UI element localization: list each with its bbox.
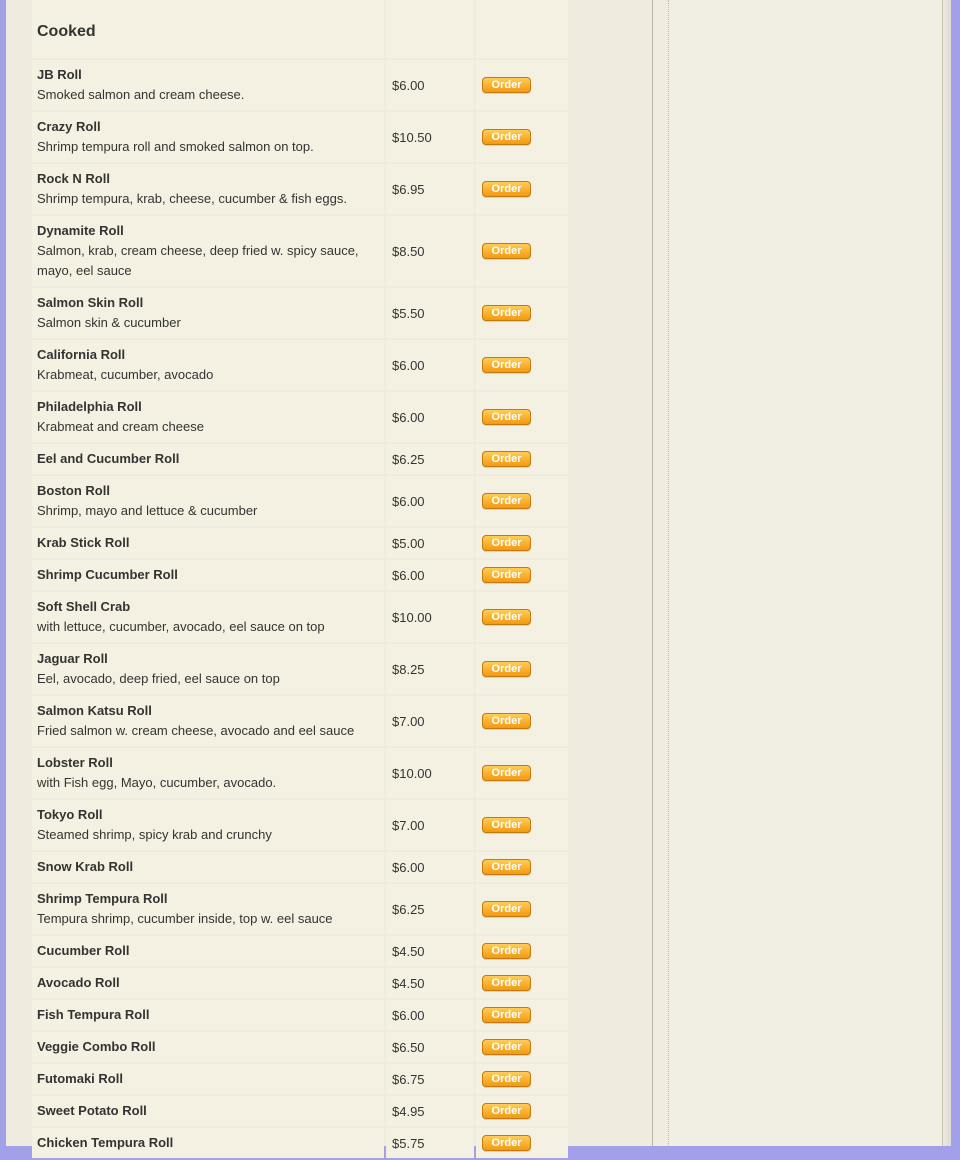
order-button-cell [476,592,568,642]
sidebar-column [669,0,942,1146]
order-button[interactable]: Order [482,1103,531,1119]
item-price: $6.25 [386,884,474,934]
header-price-cell [386,0,474,58]
order-button[interactable]: Order [482,943,531,959]
order-button-cell [476,444,568,474]
menu-item-row [32,644,568,694]
order-button[interactable]: Order [482,129,531,145]
item-name-cell [32,644,384,694]
item-name: Salmon Katsu Roll [37,703,152,718]
order-button-cell [476,164,568,214]
order-button[interactable]: Order [482,493,531,509]
item-name-cell [32,800,384,850]
order-button[interactable]: Order [482,661,531,677]
order-button-cell [476,748,568,798]
item-name: JB Roll [37,67,82,82]
menu-item-row [32,1064,568,1094]
item-name: Chicken Tempura Roll [37,1135,174,1150]
main-column [6,0,652,1151]
menu-item-row [32,592,568,642]
order-button-cell [476,112,568,162]
item-name: Shrimp Cucumber Roll [37,567,178,582]
item-name-cell [32,112,384,162]
menu-item-row [32,968,568,998]
order-button[interactable]: Order [482,243,531,259]
order-button-cell [476,1128,568,1158]
menu-item-row [32,476,568,526]
header-order-cell [476,0,568,58]
item-name: Futomaki Roll [37,1071,123,1086]
menu-item-row [32,696,568,746]
item-name: Boston Roll [37,483,110,498]
item-name: Sweet Potato Roll [37,1103,147,1118]
order-button-cell [476,560,568,590]
item-name-cell [32,288,384,338]
item-name: Tokyo Roll [37,807,103,822]
item-name-cell [32,392,384,442]
item-description: Shrimp tempura roll and smoked salmon on top. [37,139,314,154]
item-description: Krabmeat, cucumber, avocado [37,367,214,382]
item-name-cell [32,1000,384,1030]
order-button[interactable]: Order [482,77,531,93]
order-button[interactable]: Order [482,567,531,583]
item-price: $5.50 [386,288,474,338]
order-button[interactable]: Order [482,357,531,373]
item-price: $6.00 [386,60,474,110]
item-name: Dynamite Roll [37,223,124,238]
order-button-cell [476,1032,568,1062]
item-description: Tempura shrimp, cucumber inside, top w. eel sauce [37,911,333,926]
order-button-cell [476,288,568,338]
order-button-cell [476,528,568,558]
order-button[interactable]: Order [482,305,531,321]
menu-item-row [32,1000,568,1030]
item-price: $6.00 [386,340,474,390]
order-button[interactable]: Order [482,901,531,917]
item-description: Salmon, krab, cream cheese, deep fried w. spicy sauce, mayo, eel sauce [37,243,359,278]
item-name-cell [32,476,384,526]
category-header-row [32,0,568,58]
column-divider [652,0,653,1146]
item-name: Eel and Cucumber Roll [37,451,180,466]
item-name-cell [32,696,384,746]
item-name-cell [32,1032,384,1062]
item-name-cell [32,968,384,998]
item-name-cell [32,852,384,882]
item-name-cell [32,884,384,934]
item-name: Lobster Roll [37,755,113,770]
item-name-cell [32,560,384,590]
order-button-cell [476,968,568,998]
menu-item-row [32,392,568,442]
category-title-cell [32,0,384,58]
order-button[interactable]: Order [482,817,531,833]
item-name: Jaguar Roll [37,651,108,666]
item-price: $4.95 [386,1096,474,1126]
order-button-cell [476,644,568,694]
order-button[interactable]: Order [482,765,531,781]
item-price: $5.75 [386,1128,474,1158]
item-price: $6.25 [386,444,474,474]
item-price: $6.75 [386,1064,474,1094]
order-button-cell [476,340,568,390]
item-name-cell [32,748,384,798]
order-button-cell [476,216,568,286]
order-button-cell [476,1064,568,1094]
menu-item-row [32,1032,568,1062]
right-shadow [943,0,951,1146]
item-description: Salmon skin & cucumber [37,315,181,330]
order-button-cell [476,936,568,966]
item-name-cell [32,1064,384,1094]
menu-item-row [32,164,568,214]
order-button[interactable]: Order [482,409,531,425]
item-name: Avocado Roll [37,975,120,990]
order-button-cell [476,476,568,526]
item-description: Fried salmon w. cream cheese, avocado and eel sauce [37,723,355,738]
menu-item-row [32,216,568,286]
menu-item-row [32,884,568,934]
item-description: with lettuce, cucumber, avocado, eel sauce on top [37,619,325,634]
order-button[interactable]: Order [482,1135,531,1151]
order-button-cell [476,1096,568,1126]
item-price: $6.50 [386,1032,474,1062]
menu-item-row [32,1128,568,1158]
item-name-cell [32,60,384,110]
item-name-cell [32,164,384,214]
item-price: $8.50 [386,216,474,286]
item-name: Krab Stick Roll [37,535,130,550]
item-price: $4.50 [386,936,474,966]
menu-table [30,0,570,1160]
item-price: $10.00 [386,748,474,798]
item-name: Snow Krab Roll [37,859,134,874]
item-name: Fish Tempura Roll [37,1007,150,1022]
item-name-cell [32,592,384,642]
menu-item-row [32,748,568,798]
order-button[interactable]: Order [482,451,531,467]
item-name: Rock N Roll [37,171,110,186]
item-name-cell [32,340,384,390]
item-name-cell [32,1096,384,1126]
item-name-cell [32,528,384,558]
order-button[interactable]: Order [482,609,531,625]
item-name-cell [32,444,384,474]
item-description: Steamed shrimp, spicy krab and crunchy [37,827,272,842]
order-button-cell [476,60,568,110]
order-button-cell [476,884,568,934]
menu-item-row [32,936,568,966]
item-name: Soft Shell Crab [37,599,131,614]
item-name: Veggie Combo Roll [37,1039,156,1054]
item-name-cell [32,216,384,286]
order-button[interactable]: Order [482,975,531,991]
item-price: $5.00 [386,528,474,558]
order-button[interactable]: Order [482,1039,531,1055]
menu-item-row [32,112,568,162]
item-description: Shrimp tempura, krab, cheese, cucumber & fish eggs. [37,191,347,206]
item-price: $10.50 [386,112,474,162]
menu-item-row [32,852,568,882]
order-button[interactable]: Order [482,859,531,875]
item-name: Shrimp Tempura Roll [37,891,168,906]
item-price: $6.95 [386,164,474,214]
item-price: $4.50 [386,968,474,998]
item-description: Krabmeat and cream cheese [37,419,204,434]
menu-item-row [32,560,568,590]
menu-item-row [32,1096,568,1126]
item-price: $10.00 [386,592,474,642]
item-name: Crazy Roll [37,119,101,134]
item-name: Cucumber Roll [37,943,130,958]
menu-item-row [32,528,568,558]
item-description: with Fish egg, Mayo, cucumber, avocado. [37,775,277,790]
menu-item-row [32,444,568,474]
item-name: Philadelphia Roll [37,399,142,414]
item-description: Eel, avocado, deep fried, eel sauce on top [37,671,280,686]
item-name: Salmon Skin Roll [37,295,144,310]
item-price: $6.00 [386,560,474,590]
menu-item-row [32,288,568,338]
order-button-cell [476,392,568,442]
item-price: $6.00 [386,476,474,526]
item-name-cell [32,936,384,966]
order-button-cell [476,852,568,882]
item-price: $6.00 [386,1000,474,1030]
item-price: $6.00 [386,392,474,442]
order-button[interactable]: Order [482,181,531,197]
item-name-cell [32,1128,384,1158]
item-price: $8.25 [386,644,474,694]
menu-item-row [32,60,568,110]
order-button[interactable]: Order [482,535,531,551]
item-description: Shrimp, mayo and lettuce & cucumber [37,503,258,518]
category-title: Cooked [37,23,96,40]
order-button[interactable]: Order [482,713,531,729]
order-button[interactable]: Order [482,1007,531,1023]
order-button-cell [476,696,568,746]
item-price: $7.00 [386,696,474,746]
menu-item-row [32,340,568,390]
order-button[interactable]: Order [482,1071,531,1087]
order-button-cell [476,800,568,850]
item-description: Smoked salmon and cream cheese. [37,87,245,102]
item-price: $7.00 [386,800,474,850]
menu-item-row [32,800,568,850]
order-button-cell [476,1000,568,1030]
item-name: California Roll [37,347,126,362]
item-price: $6.00 [386,852,474,882]
page-frame [6,0,951,1151]
